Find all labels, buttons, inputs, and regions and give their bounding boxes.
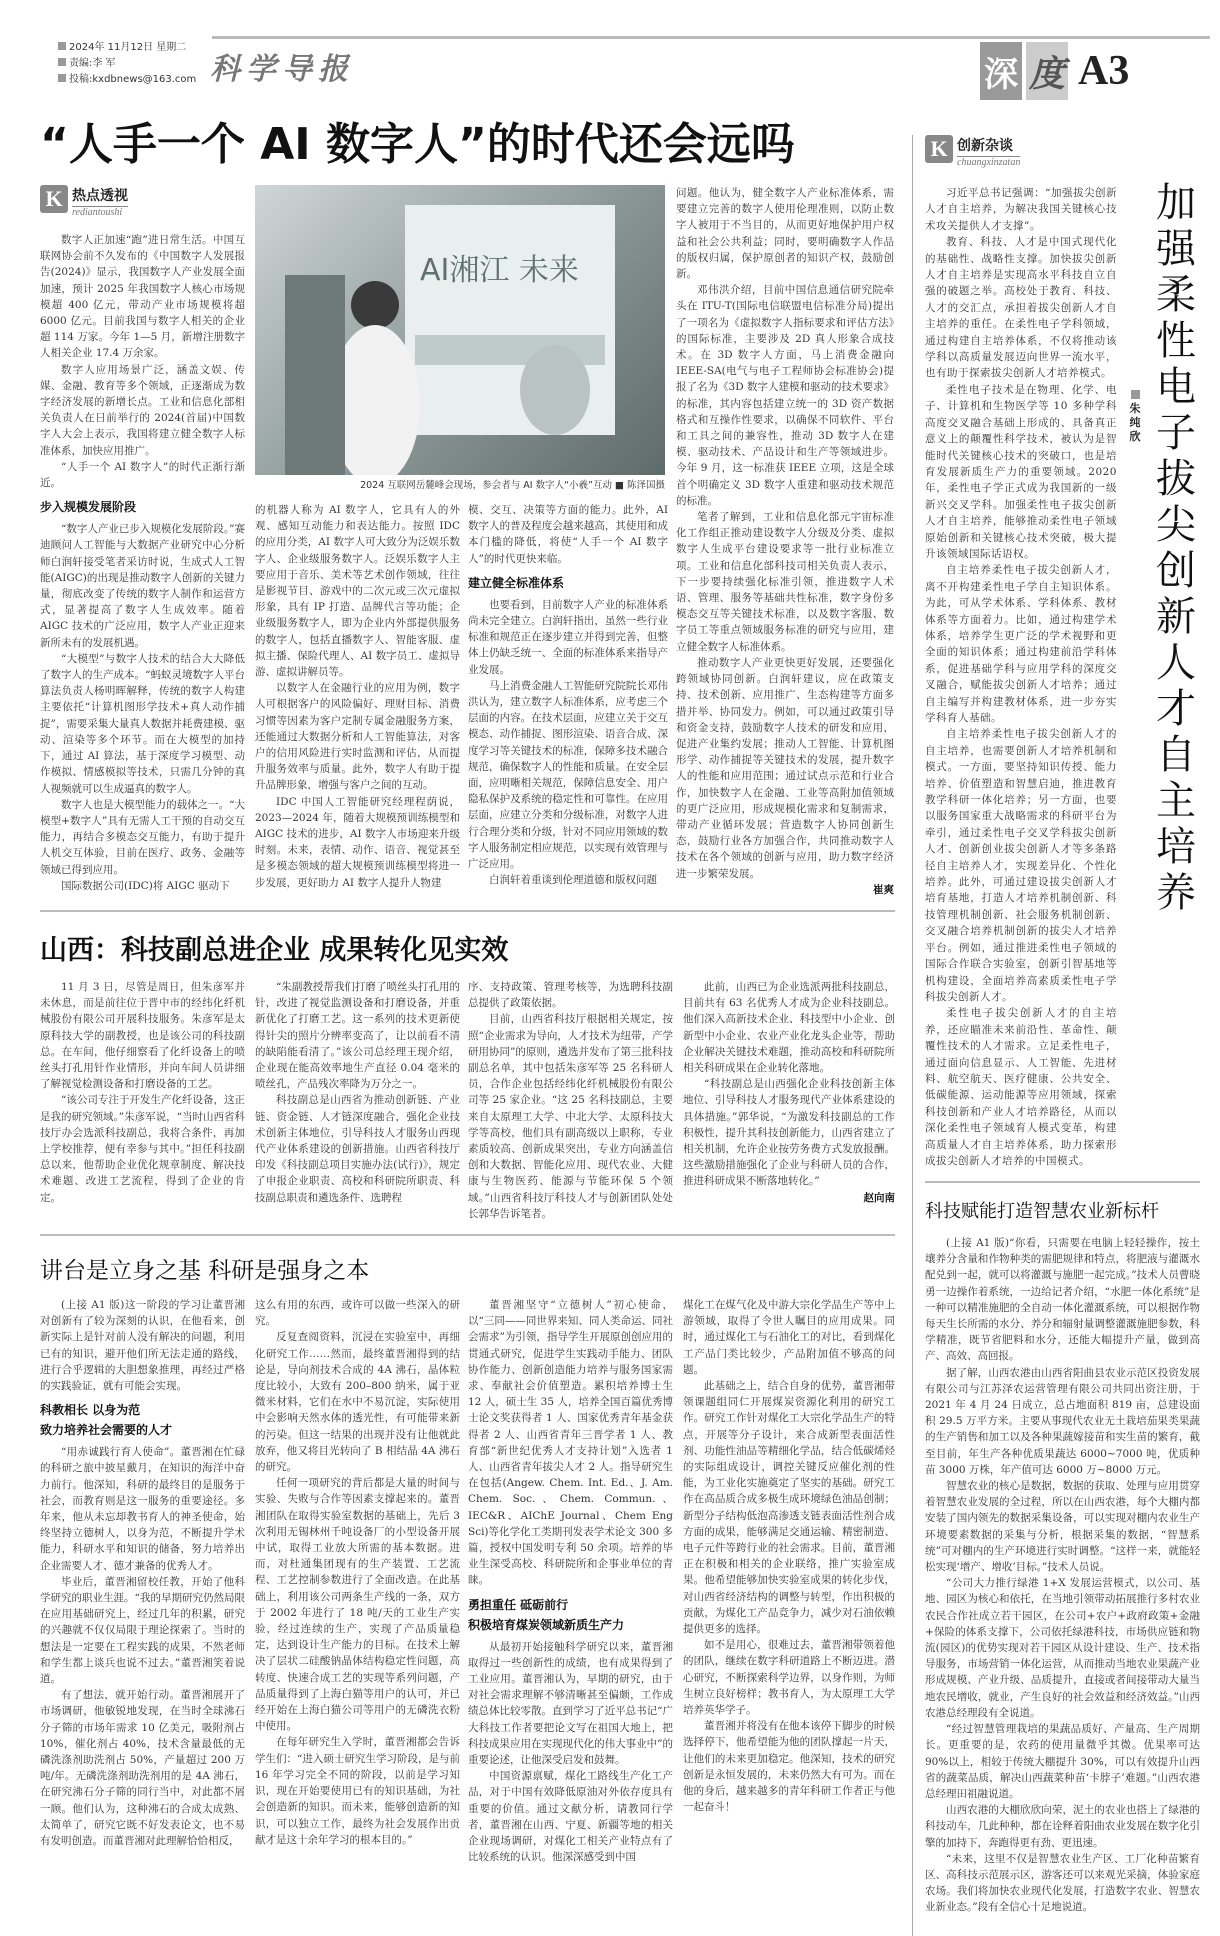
subhead: 步入规模发展阶段: [40, 500, 137, 515]
k-logo-icon: K: [925, 135, 953, 163]
article3-col1: [40, 1297, 245, 1849]
article2-col1: [40, 979, 245, 1206]
paragraph: 数字人也是大模型能力的载体之一。“大模型+数字人”具有无需人工干预的自动交互能力，再结合多模态交互能力，有助于提升人机交互体验，目前在医疗、政务、金融等领域已得到应用。: [40, 798, 245, 876]
paragraph: 11 月 3 日，尽管是周日，但朱彦军并未休息，而是前往位于晋中市的经纬化纤机械股份有限公司开展科技服务。朱彦军是太原科技大学的副教授，也是该公司的科技副总。在车间，他仔细察看了化纤设备上的喷丝头打孔用针作业情形，并向车间人员讲细了解视觉检测设备和打磨设备的工艺。: [40, 981, 245, 1091]
editor: 责编:李 军: [58, 56, 196, 72]
top-rule: [212, 36, 1210, 39]
byline: 崔爽: [873, 883, 894, 896]
paragraph: “科技副总是山西强化企业科技创新主体地位、引导科技人才服务现代产业体系建设的具体措施。”郭华说，“为激发科技副总的工作积极性，提升其科技创新能力，山西省建立了相关机制，允许企业按劳务费方式发放报酬。这些激励措施强化了企业与科研人员的合作，推进科研成果不断落地转化。”: [683, 1078, 895, 1188]
article3-col4: [683, 1297, 895, 1816]
paragraph: 问题。他认为，健全数字人产业标准体系，需要建立完善的数字人使用伦理准则，以防止数字人被用于不当目的，从而更好地保护用户权益和社会公共利益；同时，要明确数字人作品的版权归属，保护原创者的知识产权，鼓励创新。: [676, 187, 894, 281]
article2-title: 山西：科技副总进企业 成果转化见实效: [40, 935, 509, 966]
paragraph: 此前，山西已为企业选派两批科技副总，目前共有 63 名优秀人才成为企业科技副总。他们深入高新技术企业、科技型中小企业、创新型中小企业、农业产业化龙头企业等，帮助企业解决关键技术难题，推动高校和科研院所相关科研成果在企业转化落地。: [683, 981, 895, 1075]
paragraph: 马上消费金融人工智能研究院院长邓伟洪认为，建立数字人标准体系，应考虑三个层面的内容。在技术层面，应建立关于交互模态、动作捕捉、图形渲染、语音合成、深度学习等关键技术的标准，保障多技术融合规范，确保数字人的性能和质量。在安全层面，应明晰相关规范，保障信息安全、用户隐私保护及系统的稳定性和可靠性。在应用层面，应建立分类和分级标准，对数字人进行合理分类和分级，针对不同应用领域的数字人服务制定相应规范，以实现有效管理与广泛应用。: [468, 679, 668, 871]
issue-date: 2024年 11月12日 星期二: [58, 40, 196, 56]
paragraph: 也要看到，目前数字人产业的标准体系尚未完全建立。白润轩指出，虽然一些行业标准和规范正在逐步建立并得到完善，但整体上仍缺乏统一、全面的标准体系来指导产业发展。: [468, 598, 668, 676]
paragraph: 这么有用的东西，或许可以做一些深入的研究。: [255, 1299, 460, 1328]
column-pinyin: rediantoushi: [72, 207, 123, 218]
divider: [925, 1181, 1200, 1183]
paragraph: 智慧农业的核心是数据，数据的获取、处理与应用贯穿着智慧农业发展的全过程，所以在山西农港，每个大棚内都安装了国内领先的数据采集设备，可以实现对棚内农业生产环境要素数据的采集与分析，根据采集的数据，“智慧系统”可对棚内的生产环境进行实时调整。“这样一来，就能轻松实现‘增产、增收’目标。”技术人员说。: [925, 1480, 1200, 1574]
paragraph: “经过智慧管理栽培的果蔬品质好、产量高、生产周期长。更重要的是，农药的使用量微乎其微。优果率可达 90%以上，相较于传统大棚提升 30%，可以有效提升山西省的蔬菜品质，解决山西蔬菜种苗‘卡脖子’难题。”山西农港总经理田祖融说道。: [925, 1723, 1200, 1800]
paragraph: “大模型”与数字人技术的结合大大降低了数字人的生产成本。“蚂蚁灵境数字人平台算法负责人杨明晖解释，传统的数字人构建主要依托“计算机图形学技术+真人动作捕捉”，需要采集大量真人数据并耗费建模、驱动、渲染等多个环节。而在大模型的加持下，通过 AI 算法，基于深度学习模型、动作模拟、情感模拟等技术，只需几分钟的真人视频就可以生成逼真的数字人。: [40, 652, 245, 795]
paragraph: 柔性电子技术是在物理、化学、电子、计算机和生物医学等 10 多种学科高度交叉融合基础上形成的、具备真正意义上的颠覆性科学技术，被认为是智能时代关键核心技术的突破口，也是培育发展新质生产力的重要领域。2020 年，柔性电子学正式成为我国新的一级新兴交叉学科。加强柔性电子拔尖创新人才自主培养，能够推动柔性电子领域原始创新和关键核心技术突破，极大提升该领域国际话语权。: [925, 383, 1117, 560]
paragraph: 数字人应用场景广泛，涵盖文娱、传媒、金融、教育等多个领域，正逐渐成为数字经济发展的新增长点。工业和信息化部相关负责人在日前举行的 2024(首届)中国数字人大会上表示，我国将建立健全数字人标准体系，加快应用推广。: [40, 363, 245, 457]
paragraph: “未来，这里不仅是智慧农业生产区、工厂化种苗繁育区、高科技示范展示区，游客还可以来观光采摘，体验家庭农场。我们将加快农业现代化发展，打造数字农业、智慧农业新业态。”段有全信心十足地说道。: [925, 1852, 1200, 1914]
column-name: 热点透视: [72, 185, 128, 207]
column-label-innovation: [925, 135, 1020, 168]
paragraph: 积极培育煤炭领域新质生产力: [468, 1617, 625, 1632]
paragraph: 序、支持政策、管理考核等，为选聘科技副总提供了政策依据。: [468, 981, 673, 1010]
column-pinyin: chuangxinzatan: [957, 157, 1021, 168]
article2-col3: [468, 979, 673, 1222]
photo-sign-text: AI湘江 未来: [420, 253, 579, 288]
paragraph: 科教相长 以身为范: [40, 1403, 141, 1418]
paragraph: 任何一项研究的背后都是大量的时间与实验、失败与合作等因素支撑起来的。董晋湘团队在取得实验室数据的基础上，先后 3 次利用无锡林州千吨设备厂的小型设备开展中试，取得工业放大所需的基本数据。进而，对杜通集团现有的生产装置、工艺流程、工艺控制参数进行了全面改造。在此基础上，利用该公司两条生产线的一条，双方于 2002 年进行了 18 吨/天的工业生产实验，经过连续的生产，实现了产品质量稳定，达到设计生产能力的目标。在技术上解决了层状二硅酸钠晶体结构稳定性问题，高转度、快速合成工艺的实现等系列问题，产品质量得到了上海白猫等用户的认可，并已经开始在上海白猫公司等用户的无磷洗衣粉中使用。: [255, 1477, 460, 1733]
paragraph: 致力培养社会需要的人才: [40, 1423, 173, 1438]
paragraph: 笔者了解到，工业和信息化部元宇宙标准化工作组正推动建设数字人分级及分类、虚拟数字人生成平台建设要求等一批行业标准立项。工业和信息化部科技司相关负责人表示，下一步要持续强化标准引领，推进数字人术语、管理、服务等基础共性标准，数字身份多模态交互等关键技术标准，以及数字客服、数字员工等重点领域服务标准的研究与应用，建立健全数字人标准体系。: [676, 511, 894, 653]
paragraph: 的机器人称为 AI 数字人，它具有人的外观、感知互动能力和表达能力。按照 IDC 的应用分类，AI 数字人可大致分为泛娱乐数字人、企业级服务数字人。泛娱乐数字人主要应用于音乐、美术等艺术创作领域，往往是影视节目、游戏中的二次元或三次元虚拟形象，具有 IP 打造、品牌代言等功能；企业级服务数字人，即为企业内外部提供服务的数字人，包括直播数字人、智能客服、虚拟主播、保险代理人、AI 数字员工、虚拟导游、虚拟讲解员等。: [255, 504, 460, 679]
byline: 赵向南: [863, 1191, 895, 1204]
article1-col4: [676, 185, 894, 898]
paragraph: “数字人产业已步入规模化发展阶段。”赛迪顾问人工智能与大数据产业研究中心分析师白润轩接受笔者采访时说，生成式人工智能(AIGC)的出现是推动数字人创新的关键力量，彻底改变了传统的数字人制作和运营方式，显著提高了数字人生成效率。随着 AIGC 技术的广泛应用，数字人产业正迎来新所未有的发展机遇。: [40, 523, 245, 649]
article1-col3: [468, 502, 668, 888]
paragraph: 反复查阅资料，沉浸在实验室中，再细化研究工作……然而，最终董晋湘得到的结论是，导向剂技术合成的 4A 沸石，晶体粒度比较小，大致有 200–800 纳米，属于亚微米材料，它们在水中不易沉淀，实际使用中会影响天然水体的透光性，有可能带来新的污染。但这一结果的出现并没有让他就此放弃，他又将目光转向了 B 相结晶 4A 沸石的研究。: [255, 1331, 460, 1474]
masthead-logo: 科学导报: [210, 52, 354, 87]
paragraph: 模、交互、决策等方面的能力。此外，AI 数字人的普及程度会越来越高，其使用和成本门槛的降低，将使“人手一个 AI 数字人”的时代更快来临。: [468, 504, 668, 565]
article5-body: [925, 1235, 1200, 1916]
column-rule: [912, 135, 913, 1936]
paragraph: 教育、科技、人才是中国式现代化的基础性、战略性支撑。加快拔尖创新人才自主培养是实现高水平科技自立自强的破题之举。高校处于教育、科技、人才的交汇点，承担着拔尖创新人才自主培养的重任。在柔性电子学科领域，通过构建自主培养体系，不仅将推动该学科以高质量发展迈向世界一流水平，也有助于探索拔尖创新人才培养模式。: [925, 236, 1117, 380]
article1-col2: [255, 502, 460, 891]
column-name: 创新杂谈: [957, 135, 1020, 157]
article1-title: “人手一个 AI 数字人”的时代还会远吗: [40, 119, 795, 170]
column-label-hotspot: [40, 185, 128, 218]
photo-illustration: [255, 185, 665, 475]
author: 朱纯欣: [1128, 390, 1142, 444]
paragraph: 煤化工在煤气化及中游大宗化学品生产等中上游领域，取得了令世人瞩目的应用成果。同时，通过煤化工与石油化工的对比，看到煤化工产品门类比较少，产品附加值不够高的问题。: [683, 1299, 895, 1376]
paragraph: 推动数字人产业更快更好发展，还要强化跨领域协同创新。白润轩建议，应在政策支持、技术创新、应用推广、生态构建等方面多措并举、协同发力。例如，可以通过政策引导和资金支持，鼓励数字人技术的研发和应用，促进产业集约发展；推动人工智能、计算机图形学、动作捕捉等关键技术的发展，提升数字人的性能和应用范围；通过试点示范和行业合作，加快数字人在金融、工业等高附加值领域的更广泛应用，形成规模化需求和复制需求，带动产业循环发展；营造数字人协同创新生态，鼓励行业各方加强合作，共同推动数字人技术在各个领域的创新与应用，助力数字经济进一步繁荣发展。: [676, 656, 894, 880]
article4-title: 加强柔性电子拔尖创新人才自主培养: [1156, 180, 1196, 916]
paragraph: “人手一个 AI 数字人”的时代正渐行渐近。: [40, 460, 245, 490]
paragraph: 国际数据公司(IDC)将 AIGC 驱动下: [61, 879, 230, 892]
issue-meta: [58, 40, 196, 88]
paragraph: 在每年研究生入学时，董晋湘都会告诉学生们：“进入硕士研究生学习阶段，是与前 16 年学习完全不同的阶段，以前是学习知识，现在开始要使用已有的知识基础，为社会创造新的知识。而未来，能够创造新的知识，可以独立工作，最终为社会发展作出贡献才是这十余年学习的根本目的。”: [255, 1736, 460, 1846]
paragraph: “公司大力推行绿港 1+X 发展运营模式，以公司、基地、园区为核心和依托，在当地引领带动拓展推行多村农业农民合作社成立若干园区，在公司+农户+政府政策+金融+保险的体系支撑下，公司依托绿港科技，市场供应链和物流(园区)的优势实现对若干园区从设计建设、生产、技术指导服务，市场营销一体化运营，从而推动当地农业果蔬产业形成规模、产业升级、品质提升，直接或者间接带动大量当地农民增收，就业，产生良好的社会效益和经济效益。”山西农港总经理段有全说道。: [925, 1577, 1200, 1719]
subhead: 建立健全标准体系: [468, 575, 565, 590]
news-photo: [255, 185, 665, 475]
paragraph: 以数字人在金融行业的应用为例，数字人可根据客户的风险偏好、理财目标、消费习惯等因素为客户定制专属金融服务方案，还能通过大数据分析和人工智能算法，对客户的信用风险进行实时监测和评估，从而提升服务效率与质量。此外，数字人有助于提升品牌形象，增强与客户之间的互动。: [255, 682, 460, 792]
article5-title: 科技赋能打造智慧农业新标杆: [925, 1201, 1159, 1222]
paragraph: (上接 A1 版)“你看，只需要在电脑上轻轻操作，按土壤养分含量和作物种类的需肥规律和特点，将肥液与灌溉水配兑到一起，就可以将灌溉与施肥一起完成。”技术人员曹晓勇一边操作着系统，一边给记者介绍，“水肥一体化系统”是一种可以精准施肥的全自动一体化灌溉系统，可以根据作物每天生长所需的水分、养分和辐射量调整灌溉施肥参数，科学精准，既节省肥料和水分，还能大幅提升产量，做到高产、高效、高回报。: [925, 1237, 1200, 1363]
section-char-1: 深: [980, 42, 1022, 100]
paragraph: 习近平总书记强调：“加强拔尖创新人才自主培养，为解决我国关键核心技术攻关提供人才支撑”。: [925, 187, 1117, 232]
article3-title: 讲台是立身之基 科研是强身之本: [40, 1258, 370, 1284]
article3-col2: [255, 1297, 460, 1848]
paragraph: 从最初开始接触科学研究以来，董晋湘取得过一些创新性的成绩，也有成果得到了工业应用。董晋湘认为，早期的研究，由于对社会需求理解不够清晰甚至偏颇，工作成绩总体比较零散。直到学习了近平总书记“广大科技工作者要把论文写在祖国大地上，把科技成果应用在实现现代化的伟大事业中”的重要论述，让他深受启发和鼓舞。: [468, 1640, 673, 1767]
paragraph: 此基础之上，结合自身的优势，董晋湘带领课题组同仁开展煤炭资源化利用的研究工作。研究工作针对煤化工大宗化学品生产的特点，开展等分子设计，来合成新型表面活性剂、功能性油品等精细化学品，结合低碳烯烃的实际组成设计，调控关键反应催化剂的性能，为工业化实施奠定了坚实的基础。研究工作在高品质合成多极生成环境绿色油品创制；新型分子结构低泡高渗透支链表面活性剂合成方面的成果，能够满足交通运输、精密制造、电子元件等跨行业的社会需求。目前，董晋湘正在积极和相关的企业联络，推广实验室成果。他希望能够加快实验室成果的转化步伐，对山西省经济结构的调整与转型，作出积极的贡献，为煤化工产品竞争力，减少对石油依赖提供更多的选择。: [683, 1380, 895, 1636]
paragraph: 有了想法，就开始行动。董晋湘展开了市场调研，他敏锐地发现，在当时全球沸石分子筛的市场年需求 10 亿美元，吸附剂占 10%，催化剂占 40%，技术含量最低的无磷洗涤剂助洗剂占 50%，产量超过 200 万吨/年。无磷洗涤剂助洗剂用的是 4A 沸石，在研究沸石分子筛的同行当中，对此都不屑一顾。他们认为，这种沸石的合成太成熟、太简单了，研究它既不好发表论文，也不易有发明创造。而董晋湘对此理解恰恰相反，: [40, 1689, 245, 1848]
paragraph: 邓伟洪介绍，目前中国信息通信研究院牵头在 ITU-T(国际电信联盟电信标准分局)提出了一项名为《虚拟数字人指标要求和评估方法》的国际标准，主要涉及 2D 真人形象合成技术。在 3D 数字人方面，马上消费金融向 IEEE-SA(电气与电子工程师协会标准协会)提报了名为《3D 数字人建模和驱动的技术要求》的标准，其内容包括建立统一的 3D 资产数据格式和互操作性要求，以确保不同软件、平台和工具之间的兼容性，推动 3D 数字人在建模、驱动技术、产品设计和生产等领域进步。今年 9 月，这一标准获 IEEE 立项，这是全球首个明确定义 3D 数字人重建和驱动技术规范的标准。: [676, 284, 894, 507]
divider: [40, 1234, 895, 1236]
section-badge: [980, 42, 1129, 100]
paragraph: 数字人正加速“跑”进日常生活。中国互联网协会前不久发布的《中国数字人发展报告(2024)》显示，我国数字人产业发展全面加速，预计 2025 年我国数字人核心市场规模超 400 亿元，带动产业市场规模将超 6000 亿元。目前我国与数字人相关的企业超 114 万家。今年 1—5 月，新增注册数字人相关企业 17.4 万余家。: [40, 234, 245, 360]
article1-col1: [40, 232, 245, 894]
paragraph: “朱副教授帮我们打磨了喷丝头打孔用的针，改进了视觉监测设备和打磨设备，并重新优化了打磨工艺。这一系列的技术更新使得针尖的照片分辨率变高了，让以前看不清的缺陷能看清了。”该公司总经理王现介绍，企业现在能高效率地生产直径 0.04 毫米的喷丝孔，产品残次率降为万分之一。: [255, 981, 460, 1091]
paragraph: 据了解，山西农港由山西省阳曲县农业示范区投资发展有限公司与江苏泽农运营管理有限公司共同出资注册，于 2021 年 4 月 24 日成立，总占地面积 819 亩，总建设面积 29.5 万平方米。主要从事现代农业无土栽培茄果类果蔬的生产销售和加工以及各种果蔬嫁接苗和实生苗的繁育，截至目前，年生产各种优质果蔬达 6000~7000 吨，优质种苗 3000 万株，年产值可达 6000 万~8000 万元。: [925, 1366, 1200, 1476]
paragraph: 董晋湘坚守“立德树人”初心使命，以“三同——同世界来知、同人类命运、同社会需求”为引领，指导学生开展原创创应用的贯通式研究，促进学生实践动手能力、团队协作能力、创新创造能力培养与服务国家需求、奉献社会价值塑造。累积培养博士生 12 人，硕士生 35 人，培养全国百篇优秀博士论文奖获得者 1 人、国家优秀青年基金获得者 2 人、山西省青年三晋学者 1 人、教育部“新世纪优秀人才支持计划”入选者 1 人、山西省青年拔尖人才 2 人。指导研究生在包括(Angew. Chem. Int. Ed.、J. Am. Chem. Soc.、Chem. Commun.、IEC&R、AIChE Journal、Chem Eng Sci)等化学化工类期刊发表学术论文 300 多篇，授权中国发明专利 50 余项。培养的毕业生深受高校、科研院所和企事业单位的青睐。: [468, 1299, 673, 1587]
paragraph: 董晋湘并将没有在他本该停下脚步的时候选择停下，他希望能为他的团队撑起一片天，让他们的未来更加稳定。他深知，技术的研究创新是永恒发展的，未来仍然大有可为。而在他的身后，越来越多的青年科研工作者正与他一起奋斗！: [683, 1720, 895, 1814]
paragraph: IDC 中国人工智能研究经理程荫说，2023—2024 年，随着大规模预训练模型和 AIGC 技术的进步，AI 数字人市场迎来升级时刻。未来，表情、动作、语音、视觉甚至是多模态领域的超大规模预训练模型将进一步发展，更好助力 AI 数字人提升人物建: [255, 795, 460, 889]
paragraph: 自主培养柔性电子拔尖创新人才，离不开构建柔性电子学自主知识体系。为此，可从学术体系、学科体系、教材体系等方面着力。比如，通过构建学术体系，培养学生更广泛的学术视野和更全面的知识体系；通过构建前沿学科体系，促进基础学科与应用学科的深度交叉融合，赋能拔尖创新人才培养；通过自主编写并构建教材体系，进一步夯实学科育人基础。: [925, 564, 1117, 724]
submit-email: 投稿:kxdbnews@163.com: [58, 72, 196, 88]
article4-body: [925, 185, 1117, 1169]
paragraph: “用赤诚践行育人使命”。董晋湘在忙碌的科研之旅中披星戴月，在知识的海洋中奋力前行。他深知，科研的最终目的是服务于社会，而教育则是这一服务的重要途径。多年来，他从未忘却教书育人的神圣使命，始终坚持立德树人，以身为范，不断提升学术能力，科研水平和知识的储备，努力培养出企业需要人才、德才兼备的优秀人才。: [40, 1446, 245, 1572]
article2-col2: [255, 979, 460, 1206]
page-number: A3: [1078, 48, 1130, 94]
paragraph: 目前，山西省科技厅根据相关规定，按照“企业需求为导向，人才技术为纽带，产学研用协同”的原则，遴选并发布了第三批科技副总名单，其中包括朱彦军等 25 名科研人员，合作企业包括经纬化纤机械股份有限公司等 25 家企业。“这 25 名科技副总，主要来自太原理工大学、中北大学、太原科技大学等高校，他们具有副高级以上职称，专业素质较高、创新成果突出，专业方向涵盖信创和大数据、智能化应用、现代农业、大健康与生物医药、能源与节能环保 5 个领域。”山西省科技厅科技人才与创新团队处处长郭华告诉笔者。: [468, 1013, 673, 1220]
paragraph: (上接 A1 版)这一阶段的学习让董晋湘对创新有了较为深刻的认识，在他看来，创新实际上是针对前人没有解决的问题，利用已有的知识，避开他们所无法走通的路线，进行合乎逻辑的大胆想象推理，再经过严格的实践验证，就有可能会实现。: [40, 1299, 245, 1393]
section-char-2: 度: [1026, 42, 1068, 100]
k-logo-icon: K: [40, 185, 68, 213]
paragraph: 科技副总是山西省为推动创新链、产业链、资金链、人才链深度融合，强化企业技术创新主体地位，引导科技人才服务山西现代产业体系建设的创新措施。山西省科技厅印发《科技副总项目实施办法(试行)》，规定了申报企业职责、高校和科研院所职责、科技副总职责和遴选条件、选聘程: [255, 1094, 460, 1204]
divider: [40, 910, 895, 912]
paragraph: 自主培养柔性电子拔尖创新人才的自主培养，也需要创新人才培养机制和模式。一方面，要坚持知识传授、能力培养、价值塑造和智慧启迪，推进教育教学科研一体化培养；另一方面，也要以服务国家重大战略需求的科研平台为牵引，通过柔性电子交叉学科拔尖创新人才、创新创业拔尖创新人才等多条路径自主培养人才，实现差异化、个性化培养。此外，可通过建设拔尖创新人才培育基地，打造人才培养机制创新、科技管理机制创新、社会服务机制创新、交叉融合培养机制创新的拔尖人才培养平台。例如，通过推进柔性电子领域的国际合作联合实验室，创新引智基地等机构建设，全面培养高素质柔性电子学科拔尖创新人才。: [925, 728, 1117, 1003]
paragraph: 山西农港的大棚欣欣向荣，泥土的农业也搭上了绿港的科技动车，几此种种，都在诠释着阳曲农业发展在数字化引擎的加持下，奔跑得更有劲、更迅速。: [925, 1804, 1200, 1849]
paragraph: 中国资源禀赋，煤化工路线生产化工产品，对于中国有效降低原油对外依存度具有重要的价值。通过文献分析，请教同行学者，董晋湘在山西、宁夏、新疆等地的相关企业现场调研，对煤化工相关产业特点有了比较系统的认识。他深深感受到中国: [468, 1770, 673, 1864]
paragraph: “该公司专注于开发生产化纤设备，这正是我的研究领域。”朱彦军说，“当时山西省科技厅办会选派科技副总，我将合条件，再加上学校推荐，便有幸参与其中。”担任科技副总以来，他帮助企业优化规章制度、解决技术难题、改进工艺流程，得到了企业的肯定。: [40, 1094, 245, 1204]
paragraph: 如不是用心，很难过去，董晋湘带领着他的团队，继续在数字科研道路上不断迈进。潜心研究，不断探索科学边界，以身作则，为师生树立良好榜样；教书育人，为太原理工大学培养英华学子。: [683, 1639, 895, 1717]
photo-caption: 2024 互联网岳麓峰会现场，参会者与 AI 数字人“小羲”互动 ■ 陈泽国摄: [360, 480, 665, 491]
article2-col4: [683, 979, 895, 1206]
paragraph: 白润轩着重谈到伦理道德和版权问题: [489, 874, 657, 887]
paragraph: 柔性电子拔尖创新人才的自主培养，还应瞄准未来前沿性、革命性、颠覆性技术的人才需求。立足柔性电子，通过面向信息显示、人工智能、先进材料、航空航天、医疗健康、公共安全、低碳能源、运动能源等应用领域，探索科技创新和产业人才培养路径，从而以深化柔性电子领域育人模式变革，构建高质量人才自主培养体系，助力探索形成拔尖创新人才培养的中国模式。: [925, 1007, 1117, 1167]
paragraph: 勇担重任 砥砺前行: [468, 1597, 569, 1612]
article3-col3: [468, 1297, 673, 1866]
paragraph: 毕业后，董晋湘留校任教，开始了他科学研究的职业生涯。“我的早期研究仍然局限在应用基础研究上，经过几年的积累，研究的兴趣就不仅仅局限于理论探索了。当时的想法是一定要在工程实践的成果，不然老师和学生都上谈兵也说不过去。”董晋湘笑着说道。: [40, 1575, 245, 1686]
